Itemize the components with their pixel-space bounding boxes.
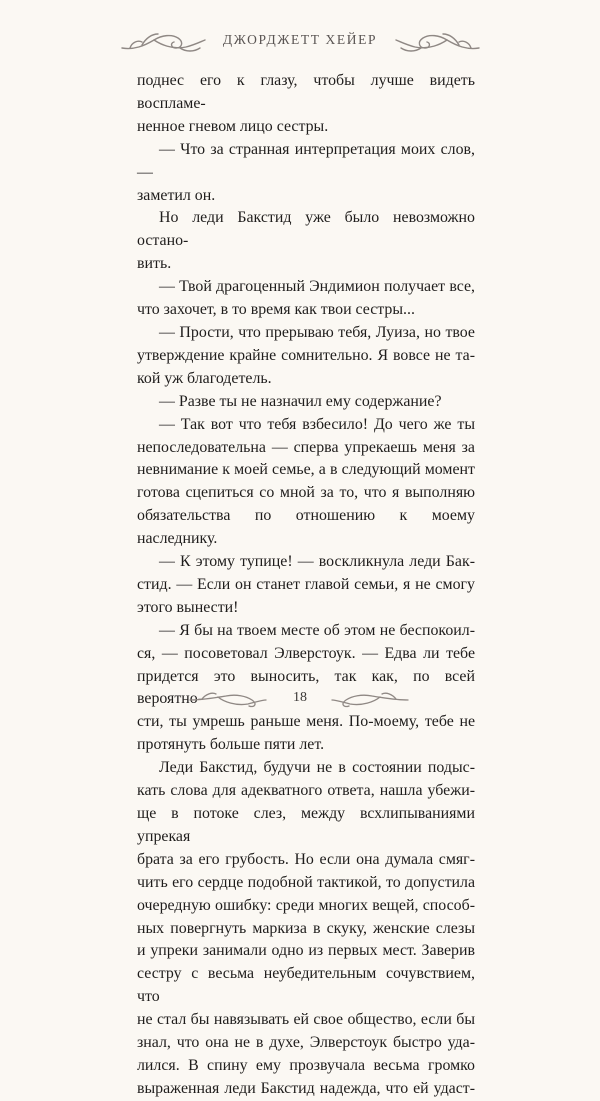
text-line: придется это выносить, так как, по всей вероятно- — [137, 667, 475, 708]
text-line: выраженная леди Бакстид надежда, что ей удаст- — [137, 1079, 475, 1097]
text-line: кой уж благодетель. — [137, 369, 272, 387]
text-line: — Прости, что прерываю тебя, Луиза, но твое — [159, 323, 475, 341]
text-line: этого вынести! — [137, 598, 239, 616]
text-line: лился. В спину ему прозвучала весьма громко — [137, 1056, 475, 1074]
text-line: что захочет, в то время как твои сестры... — [137, 301, 415, 319]
bottom-right-flourish-ornament — [330, 688, 410, 710]
text-line: протянуть больше пяти лет. — [137, 736, 325, 754]
text-line: не стал бы навязывать ей свое общество, если бы — [137, 1011, 475, 1029]
text-line: сти, ты умрешь раньше меня. По-моему, тебе не — [137, 713, 475, 731]
text-line: очередную ошибку: среди многих вещей, способ- — [137, 896, 475, 914]
text-line: сестру с весьма неубедительным сочувствием, что — [137, 965, 475, 1006]
text-line: заметил он. — [137, 186, 216, 204]
text-line: утверждение крайне сомнительно. Я вовсе не та- — [137, 346, 475, 364]
text-line: — Что за странная интерпретация моих слов, — — [137, 140, 475, 181]
text-line: невнимание к моей семье, а в следующий момент — [137, 461, 475, 479]
text-line: и упреки занимали одно из первых мест. Заверив — [137, 942, 475, 960]
text-line: ся, — посоветовал Элверстоук. — Едва ли тебе — [137, 644, 475, 662]
text-line: — Так вот что тебя взбесило! До чего же ты — [159, 415, 475, 433]
text-line: ненное гневом лицо сестры. — [137, 117, 329, 135]
text-line: Леди Бакстид, будучи не в состоянии подыс- — [159, 759, 475, 777]
text-line: брата за его грубость. Но если она думала смяг- — [137, 850, 475, 868]
text-line: кать слова для адекватного ответа, нашла убежи- — [137, 782, 475, 800]
page-footer — [0, 688, 600, 714]
text-line: — Я бы на твоем месте об этом не беспокоил- — [159, 621, 475, 639]
running-title: ДЖОРДЖЕТТ ХЕЙЕР — [222, 32, 378, 47]
page-number: 18 — [293, 690, 307, 705]
text-line: ных повергнуть маркиза в скуку, женские слезы — [137, 919, 475, 937]
text-line: — Разве ты не назначил ему содержание? — [159, 392, 442, 410]
text-line: чить его сердце подобной тактикой, то допустила — [137, 873, 475, 891]
right-flourish-ornament — [395, 28, 481, 56]
text-line: Но леди Бакстид уже было невозможно остано- — [137, 209, 475, 250]
text-line: — Твой драгоценный Эндимион получает все, — [159, 278, 475, 296]
text-line: непоследовательна — сперва упрекаешь меня за — [137, 438, 475, 456]
text-line: ще в потоке слез, между всхлипываниями упрекая — [137, 805, 475, 845]
running-header — [0, 28, 600, 60]
body-text — [137, 70, 475, 1101]
text-line: вить. — [137, 255, 172, 273]
text-line: знал, что она не в духе, Элверстоук быстро уда- — [137, 1034, 475, 1052]
text-line: обязательства по отношению к моему наследнику. — [137, 507, 475, 548]
text-line: — К этому тупице! — воскликнула леди Бак- — [159, 553, 475, 571]
text-line: стид. — Если он станет главой семьи, я не смогу — [137, 575, 475, 593]
text-line: готова сцепиться со мной за то, что я выполняю — [137, 484, 475, 502]
text-line: поднес его к глазу, чтобы лучше видеть воспламе- — [137, 72, 475, 112]
